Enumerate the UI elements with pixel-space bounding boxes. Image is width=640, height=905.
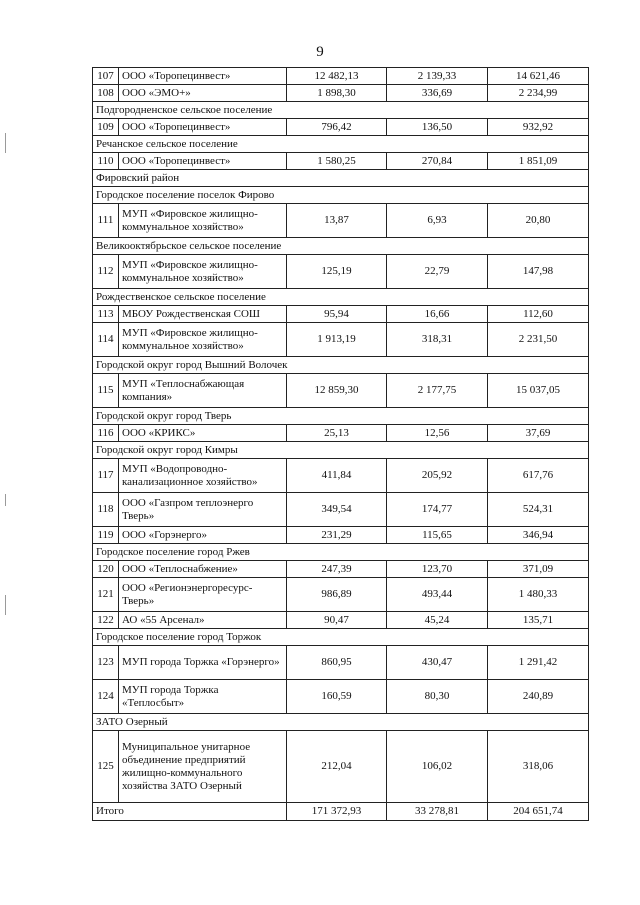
value-3: 932,92 [488, 119, 589, 136]
table-row [93, 731, 589, 803]
row-number: 123 [93, 646, 119, 680]
section-label: Фировский район [93, 170, 589, 187]
value-2: 336,69 [387, 85, 488, 102]
value-3: 371,09 [488, 561, 589, 578]
table-row [93, 204, 589, 238]
row-number: 120 [93, 561, 119, 578]
value-1: 125,19 [287, 255, 387, 289]
organization-name: МУП города Торжка «Горэнерго» [119, 646, 287, 680]
value-1: 12 859,30 [287, 374, 387, 408]
value-2: 174,77 [387, 493, 488, 527]
value-2: 2 139,33 [387, 68, 488, 85]
section-label: Городское поселение город Ржев [93, 544, 589, 561]
section-row [93, 408, 589, 425]
section-row [93, 442, 589, 459]
value-3: 346,94 [488, 527, 589, 544]
value-3: 37,69 [488, 425, 589, 442]
value-1: 796,42 [287, 119, 387, 136]
table-row [93, 578, 589, 612]
organization-name: ООО «Торопецинвест» [119, 119, 287, 136]
value-3: 617,76 [488, 459, 589, 493]
value-2: 12,56 [387, 425, 488, 442]
value-3: 1 480,33 [488, 578, 589, 612]
row-number: 115 [93, 374, 119, 408]
organization-name: ООО «КРИКС» [119, 425, 287, 442]
organization-name: ООО «ЭМО+» [119, 85, 287, 102]
value-1: 349,54 [287, 493, 387, 527]
value-3: 1 291,42 [488, 646, 589, 680]
table-row [93, 561, 589, 578]
value-2: 16,66 [387, 306, 488, 323]
total-value-1: 171 372,93 [287, 803, 387, 821]
total-value-2: 33 278,81 [387, 803, 488, 821]
section-row [93, 170, 589, 187]
value-2: 493,44 [387, 578, 488, 612]
value-1: 986,89 [287, 578, 387, 612]
row-number: 119 [93, 527, 119, 544]
organization-name: ООО «Регионэнергоресурс-Тверь» [119, 578, 287, 612]
section-label: Рождественское сельское поселение [93, 289, 589, 306]
organization-name: Муниципальное унитарное объединение предприятий жилищно-коммунального хозяйства ЗАТО Озерный [119, 731, 287, 803]
row-number: 109 [93, 119, 119, 136]
row-number: 125 [93, 731, 119, 803]
value-2: 318,31 [387, 323, 488, 357]
section-label: Подгородненское сельское поселение [93, 102, 589, 119]
table-row [93, 323, 589, 357]
value-3: 15 037,05 [488, 374, 589, 408]
total-value-3: 204 651,74 [488, 803, 589, 821]
value-2: 22,79 [387, 255, 488, 289]
value-3: 1 851,09 [488, 153, 589, 170]
value-3: 2 231,50 [488, 323, 589, 357]
table-row [93, 680, 589, 714]
binding-mark-middle [5, 494, 6, 506]
value-2: 106,02 [387, 731, 488, 803]
table-row [93, 85, 589, 102]
section-row [93, 714, 589, 731]
value-2: 270,84 [387, 153, 488, 170]
binding-mark-top [5, 133, 6, 153]
value-3: 20,80 [488, 204, 589, 238]
page-number: 9 [316, 44, 324, 60]
section-row [93, 136, 589, 153]
value-1: 212,04 [287, 731, 387, 803]
value-2: 80,30 [387, 680, 488, 714]
section-label: Речанское сельское поселение [93, 136, 589, 153]
value-3: 524,31 [488, 493, 589, 527]
table-row [93, 306, 589, 323]
table-row [93, 612, 589, 629]
table-row [93, 68, 589, 85]
organization-name: МУП «Теплоснабжающая компания» [119, 374, 287, 408]
value-3: 240,89 [488, 680, 589, 714]
organization-name: ООО «Газпром теплоэнерго Тверь» [119, 493, 287, 527]
row-number: 113 [93, 306, 119, 323]
binding-mark-lower [5, 595, 6, 615]
section-row [93, 102, 589, 119]
table-row [93, 493, 589, 527]
organization-name: АО «55 Арсенал» [119, 612, 287, 629]
tariff-table [92, 67, 589, 821]
value-2: 136,50 [387, 119, 488, 136]
value-1: 1 580,25 [287, 153, 387, 170]
row-number: 111 [93, 204, 119, 238]
value-2: 430,47 [387, 646, 488, 680]
section-label: Городской округ город Кимры [93, 442, 589, 459]
organization-name: МУП города Торжка «Теплосбыт» [119, 680, 287, 714]
organization-name: ООО «Горэнерго» [119, 527, 287, 544]
value-3: 14 621,46 [488, 68, 589, 85]
row-number: 118 [93, 493, 119, 527]
section-label: ЗАТО Озерный [93, 714, 589, 731]
organization-name: МУП «Фировское жилищно-коммунальное хозяйство» [119, 255, 287, 289]
table-row [93, 425, 589, 442]
value-1: 160,59 [287, 680, 387, 714]
section-row [93, 629, 589, 646]
value-2: 2 177,75 [387, 374, 488, 408]
organization-name: ООО «Торопецинвест» [119, 153, 287, 170]
value-1: 90,47 [287, 612, 387, 629]
row-number: 108 [93, 85, 119, 102]
row-number: 114 [93, 323, 119, 357]
section-label: Городское поселение поселок Фирово [93, 187, 589, 204]
table-row [93, 374, 589, 408]
value-2: 45,24 [387, 612, 488, 629]
table-row [93, 255, 589, 289]
section-row [93, 187, 589, 204]
organization-name: МУП «Фировское жилищно-коммунальное хозяйство» [119, 204, 287, 238]
total-row [93, 803, 589, 821]
section-label: Городской округ город Вышний Волочек [93, 357, 589, 374]
table-row [93, 527, 589, 544]
value-2: 115,65 [387, 527, 488, 544]
value-3: 147,98 [488, 255, 589, 289]
value-1: 860,95 [287, 646, 387, 680]
total-label: Итого [93, 803, 287, 821]
table-row [93, 153, 589, 170]
section-label: Городской округ город Тверь [93, 408, 589, 425]
value-1: 13,87 [287, 204, 387, 238]
section-row [93, 544, 589, 561]
value-2: 123,70 [387, 561, 488, 578]
table-row [93, 119, 589, 136]
organization-name: МУП «Фировское жилищно-коммунальное хозяйство» [119, 323, 287, 357]
value-1: 231,29 [287, 527, 387, 544]
row-number: 107 [93, 68, 119, 85]
organization-name: ООО «Торопецинвест» [119, 68, 287, 85]
table-body [93, 68, 589, 821]
row-number: 122 [93, 612, 119, 629]
value-2: 205,92 [387, 459, 488, 493]
section-row [93, 238, 589, 255]
value-3: 135,71 [488, 612, 589, 629]
organization-name: МУП «Водопроводно-канализационное хозяйство» [119, 459, 287, 493]
value-1: 411,84 [287, 459, 387, 493]
value-3: 318,06 [488, 731, 589, 803]
row-number: 121 [93, 578, 119, 612]
value-1: 95,94 [287, 306, 387, 323]
value-3: 112,60 [488, 306, 589, 323]
value-1: 25,13 [287, 425, 387, 442]
table-row [93, 646, 589, 680]
value-1: 247,39 [287, 561, 387, 578]
value-1: 12 482,13 [287, 68, 387, 85]
value-1: 1 913,19 [287, 323, 387, 357]
value-2: 6,93 [387, 204, 488, 238]
row-number: 124 [93, 680, 119, 714]
table-row [93, 459, 589, 493]
section-row [93, 289, 589, 306]
organization-name: ООО «Теплоснабжение» [119, 561, 287, 578]
section-label: Городское поселение город Торжок [93, 629, 589, 646]
row-number: 112 [93, 255, 119, 289]
value-3: 2 234,99 [488, 85, 589, 102]
organization-name: МБОУ Рождественская СОШ [119, 306, 287, 323]
value-1: 1 898,30 [287, 85, 387, 102]
section-row [93, 357, 589, 374]
row-number: 117 [93, 459, 119, 493]
row-number: 116 [93, 425, 119, 442]
section-label: Великооктябрьское сельское поселение [93, 238, 589, 255]
row-number: 110 [93, 153, 119, 170]
